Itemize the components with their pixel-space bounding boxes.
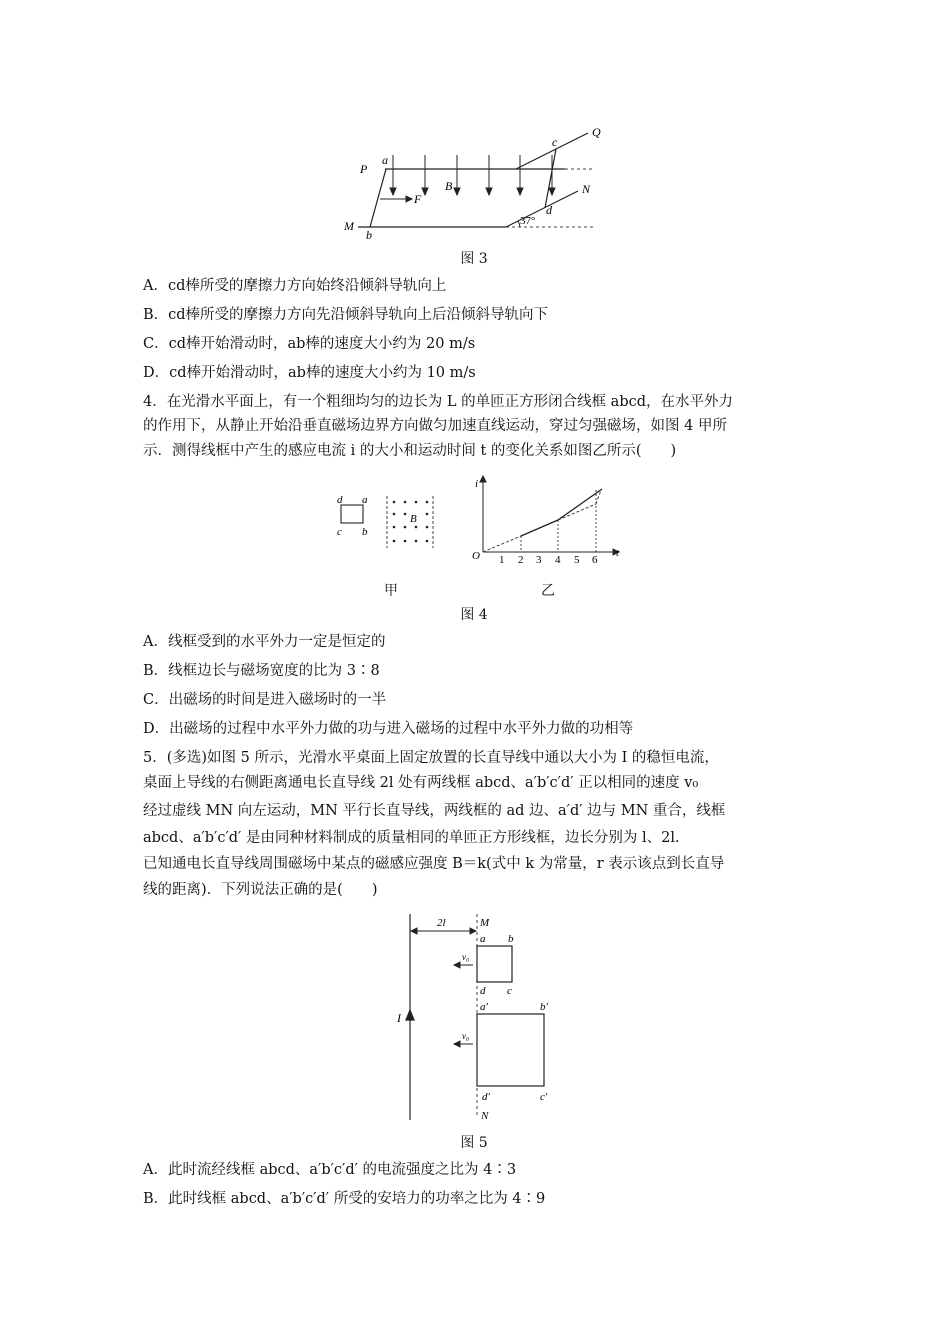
q4-option-c: C．出磁场的时间是进入磁场时的一半 — [143, 692, 387, 708]
label-B: B — [445, 179, 453, 193]
fig5-label-M: M — [480, 917, 490, 929]
fig5-label-N: N — [481, 1110, 489, 1122]
q3-option-c: C．cd棒开始滑动时，ab棒的速度大小约为 20 m/s — [143, 336, 476, 352]
q4-option-a: A．线框受到的水平外力一定是恒定的 — [143, 634, 386, 650]
q4-option-b: B．线框边长与磁场宽度的比为 3∶8 — [143, 663, 380, 679]
figure-5 — [385, 910, 565, 1124]
figure-4-b — [468, 474, 628, 568]
fig5-label-c-prime: c′ — [540, 1091, 548, 1103]
label-N: N — [582, 182, 591, 196]
fig5-label-d: d — [480, 985, 486, 997]
label-d: d — [546, 203, 552, 217]
q4-stem-line-1: 4．在光滑水平面上，有一个粗细均匀的边长为 L 的单匝正方形闭合线框 abcd，在水平外力 — [143, 394, 734, 410]
fig4-axis-t: t — [616, 547, 620, 559]
fig4-label-a: a — [362, 494, 368, 506]
fig5-distance-label: 2l — [437, 917, 446, 929]
fig5-label-b-prime: b′ — [540, 1001, 548, 1013]
fig4-tick-1: 1 — [499, 554, 505, 566]
figure-4-a — [330, 490, 450, 560]
q4-stem-line-2: 的作用下，从静止开始沿垂直磁场边界方向做匀加速直线运动，穿过匀强磁场，如图 4 甲所 — [143, 418, 727, 434]
q5-stem-line-1: 5．(多选)如图 5 所示，光滑水平桌面上固定放置的长直导线中通以大小为 I 的稳恒电流， — [143, 750, 719, 766]
fig5-label-c: c — [507, 985, 512, 997]
label-M: M — [344, 219, 354, 233]
fig4-label-B: B — [410, 513, 417, 525]
label-a: a — [382, 153, 388, 167]
fig4-label-d: d — [337, 494, 343, 506]
q5-stem-line-5: 已知通电长直导线周围磁场中某点的磁感应强度 B＝k(式中 k 为常量，r 表示该点到长直导 — [143, 856, 725, 872]
label-b: b — [366, 228, 372, 240]
fig5-current-I: I — [397, 1011, 401, 1025]
q5-option-b: B．此时线框 abcd、a′b′c′d′ 所受的安培力的功率之比为 4∶9 — [143, 1191, 546, 1207]
figure-3 — [330, 120, 620, 240]
q5-stem-line-2: 桌面上导线的右侧距离通电长直导线 2l 处有两线框 abcd、a′b′c′d′ 正以相同的速度 v₀ — [143, 775, 699, 791]
q4-stem-line-3: 示．测得线框中产生的感应电流 i 的大小和运动时间 t 的变化关系如图乙所示( ) — [143, 443, 677, 459]
fig5-v0-bottom: v₀ — [462, 1031, 470, 1041]
figure-4-sub-a: 甲 — [384, 583, 398, 599]
figure-4-sub-b: 乙 — [541, 583, 555, 599]
fig4-tick-3: 3 — [536, 554, 542, 566]
fig4-tick-2: 2 — [518, 554, 524, 566]
fig4-label-b: b — [362, 526, 368, 538]
fig5-label-a: a — [480, 933, 486, 945]
q5-stem-line-6: 线的距离)．下列说法正确的是( ) — [143, 882, 378, 898]
fig4-tick-4: 4 — [555, 554, 561, 566]
figure-5-caption: 图 5 — [460, 1135, 488, 1151]
label-F: F — [414, 192, 422, 206]
figure-3-caption: 图 3 — [460, 251, 488, 267]
fig4-origin: O — [472, 550, 480, 562]
q3-option-a: A．cd棒所受的摩擦力方向始终沿倾斜导轨向上 — [143, 278, 447, 294]
label-Q: Q — [592, 125, 601, 139]
q4-option-d: D．出磁场的过程中水平外力做的功与进入磁场的过程中水平外力做的功相等 — [143, 721, 634, 737]
label-P: P — [360, 162, 368, 176]
q3-option-d: D．cd棒开始滑动时，ab棒的速度大小约为 10 m/s — [143, 365, 476, 381]
fig5-label-d-prime: d′ — [482, 1091, 490, 1103]
q5-stem-line-4: abcd、a′b′c′d′ 是由同种材料制成的质量相同的单匝正方形线框，边长分别为 l、2l. — [143, 830, 680, 846]
figure-4-caption: 图 4 — [460, 607, 488, 623]
q3-option-b: B．cd棒所受的摩擦力方向先沿倾斜导轨向上后沿倾斜导轨向下 — [143, 307, 549, 323]
fig4-tick-5: 5 — [574, 554, 580, 566]
fig5-v0-top: v₀ — [462, 952, 470, 962]
q5-option-a: A．此时流经线框 abcd、a′b′c′d′ 的电流强度之比为 4∶3 — [143, 1162, 517, 1178]
label-angle: 37° — [520, 215, 536, 227]
q5-stem-line-3: 经过虚线 MN 向左运动，MN 平行长直导线，两线框的 ad 边、a′d′ 边与 MN 重合，线框 — [143, 803, 726, 819]
fig5-label-a-prime: a′ — [480, 1001, 488, 1013]
fig4-axis-i: i — [475, 478, 479, 490]
label-c: c — [552, 135, 558, 149]
fig4-tick-6: 6 — [592, 554, 598, 566]
fig5-label-b: b — [508, 933, 514, 945]
fig4-label-c: c — [337, 526, 342, 538]
